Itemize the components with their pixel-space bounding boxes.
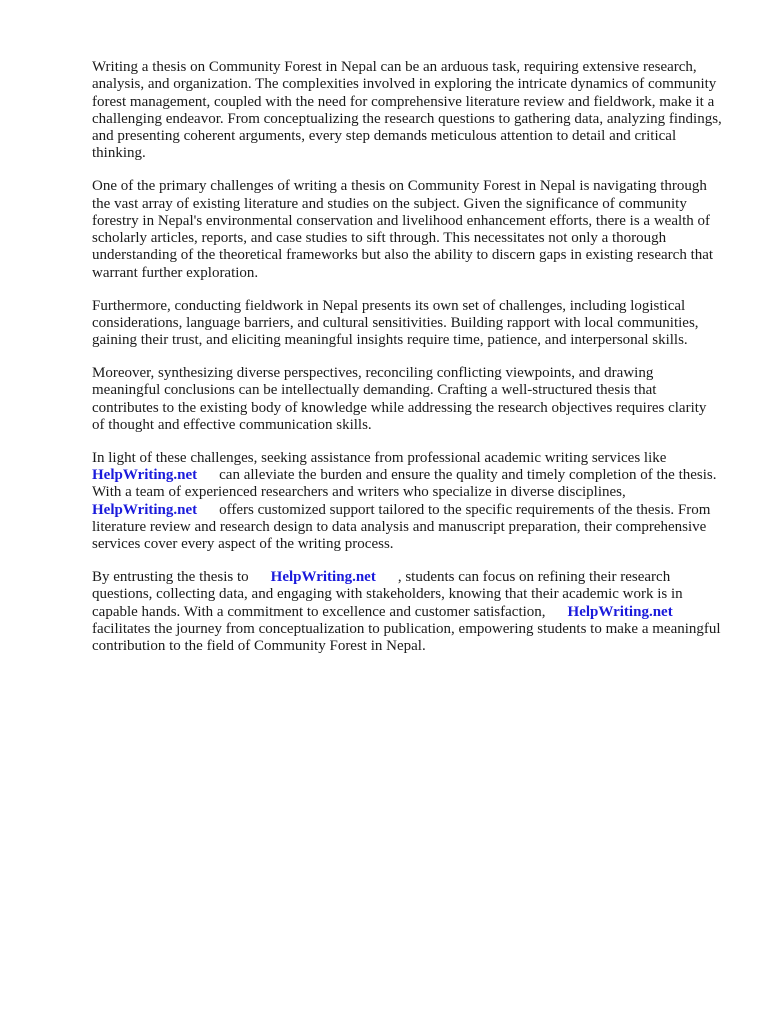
helpwriting-link-2[interactable]: HelpWriting.net [92,501,198,518]
paragraph-fieldwork: Furthermore, conducting fieldwork in Nepal presents its own set of challenges, including logistical considerations, language barriers, and cultural sensitivities. Building rapport with local communities, gaining their trust, and eliciting meaningful insights require time, patience, and interpersonal skills. [92,297,699,349]
helpwriting-link-3[interactable]: HelpWriting.net [270,568,376,585]
paragraph-intro: Writing a thesis on Community Forest in Nepal can be an arduous task, requiring extensive research, analysis, and organization. The complexities involved in exploring the intricate dynamics of community forest management, coupled with the need for comprehensive literature review and fieldwork, make it a challenging endeavor. From conceptualizing the research questions to gathering data, analyzing findings, and presenting coherent arguments, every step demands meticulous attention to detail and critical thinking. [92,59,722,162]
document-body [92,59,722,671]
paragraph-entrusting-end: facilitates the journey from conceptualization to publication, empowering students to make a meaningful contribution to the field of Community Forest in Nepal. [92,620,721,655]
paragraph-entrusting-intro: By entrusting the thesis to [92,568,249,585]
paragraph-assistance-end: offers customized support tailored to the specific requirements of the thesis. From literature review and research design to data analysis and manuscript preparation, their comprehensive services cover every aspect of the writing process. [92,501,711,553]
helpwriting-link-4[interactable]: HelpWriting.net [567,603,673,620]
paragraph-assistance [92,450,722,554]
paragraph-entrusting [92,569,722,655]
paragraph-assistance-middle: can alleviate the burden and ensure the quality and timely completion of the thesis. With a team of experienced researchers and writers who specialize in diverse disciplines, [92,466,717,501]
paragraph-synthesis: Moreover, synthesizing diverse perspectives, reconciling conflicting viewpoints, and drawing meaningful conclusions can be intellectually demanding. Crafting a well-structured thesis that contributes to the existing body of knowledge while addressing the research objectives requires clarity of thought and effective communication skills. [92,364,707,433]
paragraph-assistance-intro: In light of these challenges, seeking assistance from professional academic writing services like [92,449,667,466]
helpwriting-link-1[interactable]: HelpWriting.net [92,466,198,483]
paragraph-entrusting-middle: , students can focus on refining their research questions, collecting data, and engaging with stakeholders, knowing that their academic work is in capable hands. With a commitment to excellence and customer satisfaction, [92,568,683,620]
paragraph-literature: One of the primary challenges of writing a thesis on Community Forest in Nepal is navigating through the vast array of existing literature and studies on the subject. Given the significance of community forestry in Nepal's environmental conservation and livelihood enhancement efforts, there is a wealth of scholarly articles, reports, and case studies to sift through. This necessitates not only a thorough understanding of the theoretical frameworks but also the ability to discern gaps in existing research that warrant further exploration. [92,178,714,281]
